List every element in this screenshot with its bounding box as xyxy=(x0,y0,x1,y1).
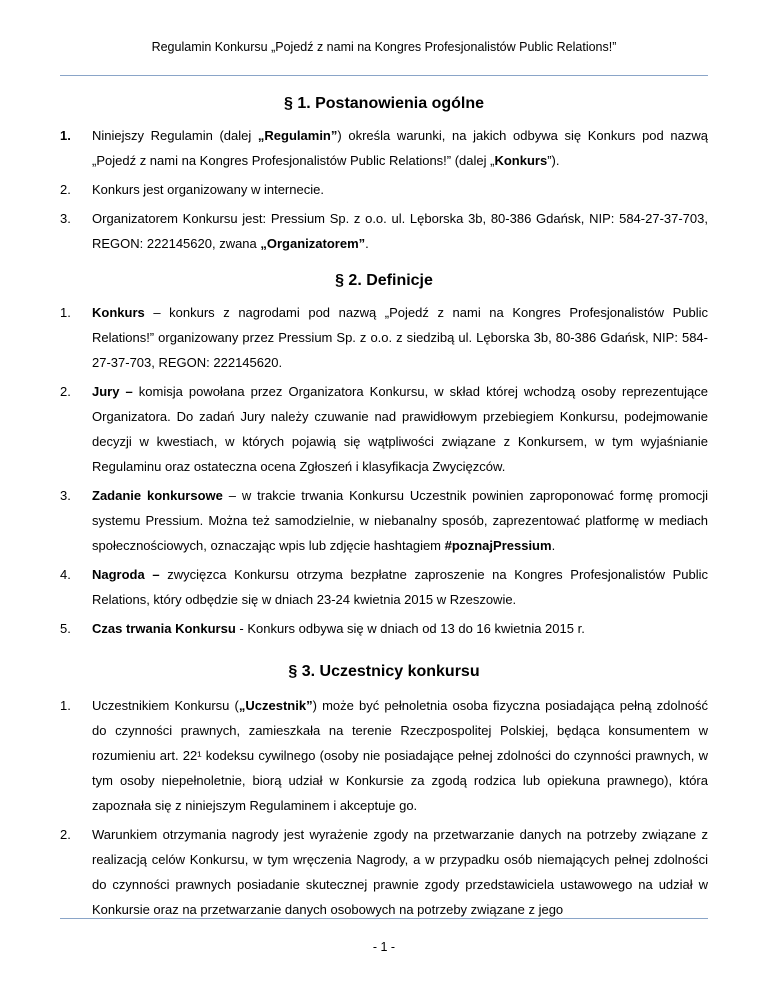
list-item: 1. Uczestnikiem Konkursu („Uczestnik”) może być pełnoletnia osoba fizyczna posiadająca pełną zdolność do czynności prawnych, zamieszkała na terenie Rzeczpospolitej Polskiej, będąca konsumentem w rozumieniu art. 22¹ kodeksu cywilnego (osoby nie posiadające pełnej zdolności do czynności prawnych, w tym osoby niepełnoletnie, biorą udział w Konkursie za zgodą rodzica lub opiekuna prawnego), która zapoznała się z niniejszym Regulaminem i akceptuje go. xyxy=(60,693,708,818)
item-number: 3. xyxy=(60,211,71,226)
running-header: Regulamin Konkursu „Pojedź z nami na Kongres Profesjonalistów Public Relations!” xyxy=(151,40,617,54)
item-number: 4. xyxy=(60,567,71,582)
section-2-list xyxy=(60,300,708,641)
definition-term: Konkurs xyxy=(92,305,145,320)
item-number: 1. xyxy=(60,305,71,320)
list-item: 5. Czas trwania Konkursu - Konkurs odbywa się w dniach od 13 do 16 kwietnia 2015 r. xyxy=(60,616,708,641)
footer-divider xyxy=(60,918,708,919)
section-1-list xyxy=(60,123,708,256)
item-number: 2. xyxy=(60,182,71,197)
header-divider xyxy=(60,75,708,76)
item-number: 1. xyxy=(60,128,71,143)
section-3-list xyxy=(60,693,708,922)
item-number: 2. xyxy=(60,384,71,399)
list-item: 3. Zadanie konkursowe – w trakcie trwania Konkursu Uczestnik powinien zaproponować formę promocji systemu Pressium. Można też samodzielnie, w niebanalny sposób, zaprezentować platformę w mediach społecznościowych, oznaczając wpis lub zdjęcie hashtagiem #poznajPressium. xyxy=(60,483,708,558)
document-body xyxy=(60,80,708,926)
term-konkurs: Konkurs xyxy=(494,153,548,168)
definition-term: Jury – xyxy=(92,384,133,399)
hashtag: #poznajPressium xyxy=(444,538,552,553)
list-item: 4. Nagroda – zwycięzca Konkursu otrzyma bezpłatne zaproszenie na Kongres Profesjonalistów Public Relations, który odbędzie się w dniach 23-24 kwietnia 2015 w Rzeszowie. xyxy=(60,562,708,612)
definition-term: Nagroda – xyxy=(92,567,160,582)
term-uczestnik: „Uczestnik” xyxy=(238,698,313,713)
list-item: 3. Organizatorem Konkursu jest: Pressium Sp. z o.o. ul. Lęborska 3b, 80-386 Gdańsk, NIP: 584-27-37-703, REGON: 222145620, zwana „Organizatorem”. xyxy=(60,206,708,256)
term-regulamin: „Regulamin” xyxy=(257,128,338,143)
item-number: 5. xyxy=(60,621,71,636)
item-number: 3. xyxy=(60,488,71,503)
item-number: 2. xyxy=(60,827,71,842)
list-item: 2. Konkurs jest organizowany w internecie. xyxy=(60,177,708,202)
list-item: 2. Jury – komisja powołana przez Organizatora Konkursu, w skład której wchodzą osoby reprezentujące Organizatora. Do zadań Jury należy czuwanie nad prawidłowym przebiegiem Konkursu, podejmowanie decyzji w kwestiach, w których pojawią się wątpliwości związane z Konkursem, w tym wyjaśnianie Regulaminu oraz ostateczna ocena Zgłoszeń i klasyfikacja Zwycięzców. xyxy=(60,379,708,479)
list-item: 1. Niniejszy Regulamin (dalej „Regulamin”) określa warunki, na jakich odbywa się Konkurs pod nazwą „Pojedź z nami na Kongres Profesjonalistów Public Relations!” (dalej „Konkurs”). xyxy=(60,123,708,173)
definition-term: Czas trwania Konkursu xyxy=(92,621,236,636)
section-3-title: § 3. Uczestnicy konkursu xyxy=(288,663,480,680)
definition-term: Zadanie konkursowe xyxy=(92,488,223,503)
list-item: 2. Warunkiem otrzymania nagrody jest wyrażenie zgody na przetwarzanie danych na potrzeby związane z realizacją celów Konkursu, w tym wręczenia Nagrody, a w przypadku osób niemających pełnej zdolności do czynności prawnych posiadanie skutecznej prawnie zgody przedstawiciela ustawowego na udział w Konkursie oraz na przetwarzanie danych osobowych na potrzeby związane z jego xyxy=(60,822,708,922)
page-number: - 1 - xyxy=(372,940,396,954)
section-2-title: § 2. Definicje xyxy=(335,272,433,289)
section-1-title: § 1. Postanowienia ogólne xyxy=(283,95,485,112)
item-number: 1. xyxy=(60,698,71,713)
term-organizator: „Organizatorem” xyxy=(260,236,366,251)
list-item: 1. Konkurs – konkurs z nagrodami pod nazwą „Pojedź z nami na Kongres Profesjonalistów Public Relations!” organizowany przez Pressium Sp. z o.o. z siedzibą ul. Lęborska 3b, 80-386 Gdańsk, NIP: 584-27-37-703, REGON: 222145620. xyxy=(60,300,708,375)
